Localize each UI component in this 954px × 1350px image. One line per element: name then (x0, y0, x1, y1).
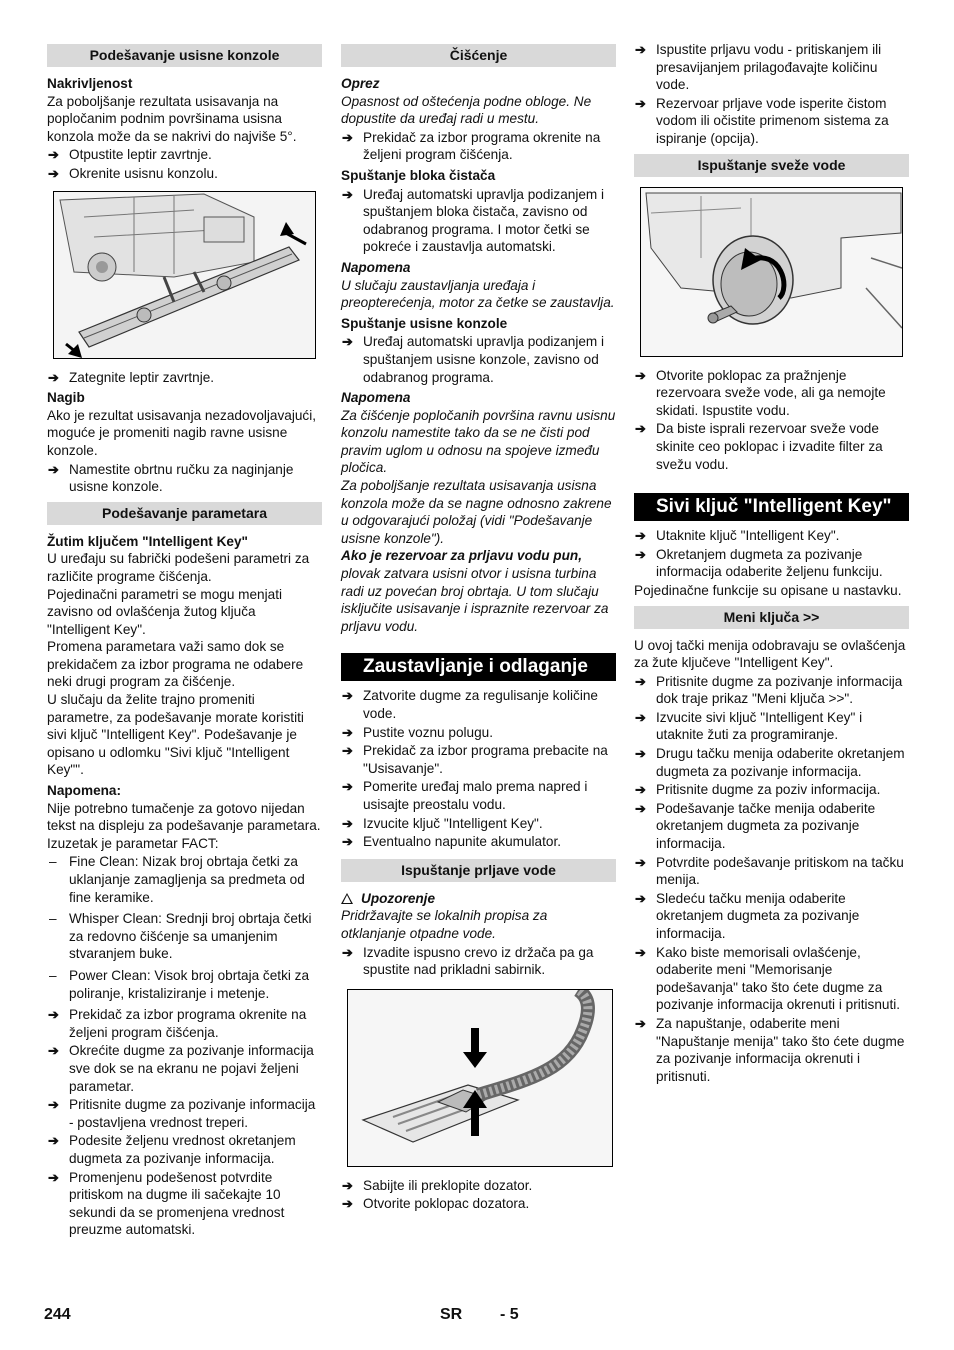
dash-item: – Fine Clean: Nizak broj obrtaja četki za uklanjanje zamagljenja sa predmeta od fine keramike. (47, 853, 322, 906)
instruction-step: ➔ Pritisnite dugme za poziv informacija. (634, 781, 909, 799)
paragraph (341, 547, 616, 635)
paragraph: Za čišćenje popločanih površina ravnu usisnu konzolu namestite tako da se ne čisti pod pravim uglom u odnosu na spojeve između pločica. (341, 407, 616, 476)
instruction-step: ➔ Eventualno napunite akumulator. (341, 833, 616, 851)
sub-page-number: - 5 (500, 1306, 519, 1323)
instruction-step: ➔ Otvorite poklopac dozatora. (341, 1195, 616, 1213)
paragraph: Ako je rezultat usisavanja nezadovoljavajući, moguće je promeniti nagib ravne usisne konzole. (47, 407, 317, 458)
section-heading-grey-key: Sivi ključ "Intelligent Key" (634, 493, 909, 521)
subheading-lower-suction-bar: Spuštanje usisne konzole (341, 315, 508, 331)
instruction-step: ➔ Kako biste memorisali ovlašćenje, odaberite meni "Memorisanje podešavanja" tako što ćete dugme za pozivanje informacija okrenuti i pritisnuti. (634, 944, 909, 1014)
subheading-yellow-key: Žutim ključem "Intelligent Key" (47, 533, 248, 549)
instruction-step: ➔ Podesite željenu vrednost okretanjem dugmeta za pozivanje informacija. (47, 1132, 322, 1167)
instruction-step: ➔ Pritisnite dugme za pozivanje informacija dok traje prikaz "Meni ključa >>". (634, 673, 909, 708)
suction-bar-illustration (54, 192, 315, 358)
instruction-step: ➔ Rezervoar prljave vode isperite čistom vodom ili očistite primenom sistema za ispiranje (opcija). (634, 95, 909, 148)
section-heading-parameters: Podešavanje parametara (47, 502, 322, 525)
instruction-step: ➔ Utaknite ključ "Intelligent Key". (634, 527, 909, 545)
fresh-water-cap-illustration (641, 188, 902, 356)
instruction-step: ➔ Otvorite poklopac za pražnjenje rezervoara sveže vode, ali ga nemojte skidati. Ispustite vodu. (634, 367, 909, 420)
paragraph: U slučaju zaustavljanja uređaja i preopterećenja, motor za četke se zaustavlja. (341, 277, 615, 311)
section-heading-drain-dirty-water: Ispuštanje prljave vode (341, 859, 616, 882)
subheading-note: Napomena (341, 259, 411, 275)
instruction-step: ➔ Da biste isprali rezervoar sveže vode skinite ceo poklopac i izvadite filter za svežu vodu. (634, 420, 909, 473)
instruction-step: ➔ Izvucite ključ "Intelligent Key". (341, 815, 616, 833)
section-heading-cleaning: Čišćenje (341, 44, 616, 67)
figure-suction-bar (53, 191, 316, 359)
drain-hose-illustration (348, 990, 612, 1166)
emphasis: Ako je rezervoar za prljavu vodu pun, (341, 548, 582, 564)
warning-label: Upozorenje (361, 890, 436, 906)
section-heading-drain-fresh-water: Ispuštanje sveže vode (634, 154, 909, 177)
paragraph: Pridržavajte se lokalnih propisa za otklanjanje otpadne vode. (341, 908, 548, 941)
instruction-step: ➔ Okretanjem dugmeta za pozivanje informacija odaberite željenu funkciju. (634, 546, 909, 581)
language-code: SR (440, 1306, 463, 1323)
instruction-step: ➔ Izvucite sivi ključ "Intelligent Key" i utaknite žuti za programiranje. (634, 709, 909, 744)
instruction-step: ➔ Uređaj automatski upravlja podizanjem i spuštanjem bloka čistača, zavisno od odabranog programa. I motor četki se pokreće i zaustavlja automatski. (341, 186, 616, 256)
instruction-step: ➔ Okrenite usisnu konzolu. (47, 165, 322, 183)
column-middle (341, 44, 616, 1214)
instruction-step: ➔ Podešavanje tačke menija odaberite okretanjem dugmeta za pozivanje informacija. (634, 800, 909, 853)
paragraph: U ovoj tački menija odobravaju se ovlašćenja za žute ključeve "Intelligent Key". (634, 637, 906, 671)
paragraph: Pojedinačne funkcije su opisane u nastavku. (634, 582, 902, 598)
instruction-step: ➔ Promenjenu podešenost potvrdite pritiskom na dugme ili sačekajte 10 sekundi da se promenjena vrednost preuzme automatski. (47, 1169, 322, 1239)
paragraph: Promena parametara važi samo dok se prekidačem za izbor programa ne odabere neki drugi program za čišćenje. (47, 639, 304, 690)
instruction-step: ➔ Prekidač za izbor programa okrenite na željeni program čišćenja. (47, 1006, 322, 1041)
page-number: 244 (44, 1306, 71, 1323)
paragraph: Pojedinačni parametri se mogu menjati zavisno od ovlašćenja žutog ključa "Intelligent Key". (47, 586, 282, 637)
dash-item: – Power Clean: Visok broj obrtaja četki za poliranje, kristaliziranje i metenje. (47, 967, 322, 1002)
instruction-step: ➔ Otpustite leptir zavrtnje. (47, 146, 322, 164)
instruction-step: ➔ Izvadite ispusno crevo iz držača pa ga spustite nad prikladni sabirnik. (341, 944, 616, 979)
subheading-note: Napomena: (47, 783, 122, 799)
section-heading-stop-park: Zaustavljanje i odlaganje (341, 653, 616, 681)
instruction-step: ➔ Okrećite dugme za pozivanje informacija sve dok se na ekranu ne pojavi željeni parametar. (47, 1042, 322, 1095)
paragraph: U uređaju su fabrički podešeni parametri za različite programe čišćenja. (47, 551, 310, 584)
subheading-warning (341, 890, 616, 908)
instruction-step: ➔ Pomerite uređaj malo prema napred i usisajte preostalu vodu. (341, 778, 616, 813)
instruction-step: ➔ Namestite obrtnu ručku za naginjanje usisne konzole. (47, 461, 322, 496)
instruction-step: ➔ Sledeću tačku menija odaberite okretanjem dugmeta za pozivanje informacija. (634, 890, 909, 943)
instruction-step: ➔ Prekidač za izbor programa okrenite na željeni program čišćenja. (341, 129, 616, 164)
instruction-step: ➔ Uređaj automatski upravlja podizanjem i spuštanjem usisne konzole, zavisno od odabranog programa. (341, 333, 616, 386)
dash-item: – Whisper Clean: Srednji broj obrtaja četki za redovno čišćenje sa umanjenim stvaranjem buke. (47, 910, 322, 963)
column-left (47, 44, 322, 1240)
figure-drain-hose (347, 989, 613, 1167)
instruction-step: ➔ Zategnite leptir zavrtnje. (47, 369, 322, 387)
subheading-slope: Nagib (47, 390, 85, 406)
subheading-tilt: Nakrivljenost (47, 76, 133, 91)
subheading-note: Napomena (341, 390, 411, 406)
paragraph: U slučaju da želite trajno promeniti parametre, za podešavanje morate koristiti sivi ključ "Intelligent Key". Podešavanje je opisano u odlomku "Sivi ključ "Intelligent Key"". (47, 692, 304, 778)
figure-fresh-water-cap (640, 187, 903, 357)
instruction-step: ➔ Pustite voznu polugu. (341, 724, 616, 742)
paragraph: Nije potrebno tumačenje za gotovo nijedan tekst na displeju za podešavanje parametara. Izuzetak je parametar FACT: (47, 800, 321, 851)
instruction-step: ➔ Za napuštanje, odaberite meni "Napuštanje menija" tako što ćete dugme za pozivanje informacija okrenuti i pritisnuti. (634, 1015, 909, 1085)
paragraph: Za poboljšanje rezultata usisavanja usisna konzola može da se nagne odnosno zakrene u odgovarajući položaj (vidi "Podešavanje usisne konzole"). (341, 478, 612, 546)
instruction-step: ➔ Potvrdite podešavanje pritiskom na tačku menija. (634, 854, 909, 889)
column-right (634, 40, 909, 1086)
warning-triangle-icon (341, 893, 353, 904)
section-heading-suction-adjust: Podešavanje usisne konzole (47, 44, 322, 67)
instruction-step: ➔ Sabijte ili preklopite dozator. (341, 1177, 616, 1195)
section-heading-key-menu: Meni ključa >> (634, 606, 909, 629)
subheading-caution: Oprez (341, 76, 380, 91)
instruction-step: ➔ Zatvorite dugme za regulisanje količine vode. (341, 687, 616, 722)
instruction-step: ➔ Prekidač za izbor programa prebacite na "Usisavanje". (341, 742, 616, 777)
paragraph: Opasnost od oštećenja podne obloge. Ne dopustite da uređaj radi u mestu. (341, 93, 592, 127)
paragraph: Za poboljšanje rezultata usisavanja na popločanim podnim površinama usisna konzola može da se nakrivi do najviše 5°. (47, 93, 297, 144)
instruction-step: ➔ Drugu tačku menija odaberite okretanjem dugmeta za pozivanje informacija. (634, 745, 909, 780)
instruction-step: ➔ Ispustite prljavu vodu - pritiskanjem ili presavijanjem prilagođavajte količinu vode. (634, 41, 909, 94)
paragraph-text: plovak zatvara usisni otvor i usisna turbina radi uz povećan broj obrtaja. U tom slučaju isključite usisavanje i ispraznite rezervoar za prljavu vodu. (341, 566, 609, 634)
subheading-lower-brush-head: Spuštanje bloka čistača (341, 167, 496, 183)
instruction-step: ➔ Pritisnite dugme za pozivanje informacija - postavljena vrednost treperi. (47, 1096, 322, 1131)
